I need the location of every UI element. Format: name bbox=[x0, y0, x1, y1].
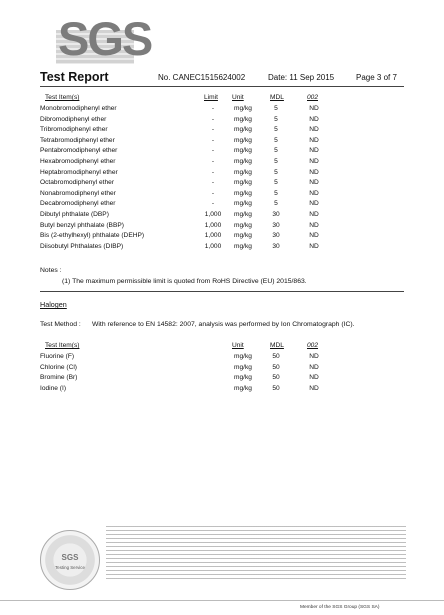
cell-unit: mg/kg bbox=[234, 189, 252, 197]
cell-mdl: 5 bbox=[274, 200, 278, 208]
cell-mdl: 50 bbox=[272, 353, 280, 360]
cell-mdl: 5 bbox=[274, 105, 278, 112]
cell-mdl: 5 bbox=[274, 168, 278, 176]
member-text: Member of the SGS Group (SGS SA) bbox=[300, 605, 380, 610]
cell-mdl: 30 bbox=[272, 211, 280, 218]
report-date: Date: 11 Sep 2015 bbox=[268, 73, 335, 82]
col-header-item: Test Item(s) bbox=[45, 94, 80, 101]
cell-mdl: 50 bbox=[272, 363, 280, 371]
cell-limit: - bbox=[211, 158, 215, 165]
cell-unit: mg/kg bbox=[234, 147, 252, 155]
cell-limit: - bbox=[211, 147, 215, 155]
cell-limit: 1,000 bbox=[204, 232, 222, 240]
cell-item: Nonabromodiphenyl ether bbox=[40, 189, 116, 197]
cell-item: Heptabromodiphenyl ether bbox=[40, 168, 118, 176]
cell-limit: - bbox=[211, 115, 215, 123]
cell-result: ND bbox=[309, 105, 319, 112]
cell-unit: mg/kg bbox=[234, 158, 252, 165]
cell-result: ND bbox=[309, 147, 319, 155]
cell-result: ND bbox=[309, 168, 319, 176]
cell-result: ND bbox=[309, 126, 319, 134]
cell-item: Chlorine (Cl) bbox=[40, 363, 78, 371]
cell-unit: mg/kg bbox=[234, 242, 252, 250]
cell-limit: - bbox=[211, 200, 215, 208]
cell-result: ND bbox=[309, 353, 319, 360]
sgs-stamp-icon bbox=[40, 530, 100, 590]
cell-unit: mg/kg bbox=[234, 115, 252, 123]
cell-result: ND bbox=[309, 384, 319, 392]
cell-result: ND bbox=[309, 179, 319, 187]
cell-limit: - bbox=[211, 126, 215, 134]
hal-col-header-mdl: MDL bbox=[270, 342, 284, 349]
cell-item: Diisobutyl Phthalates (DIBP) bbox=[40, 242, 124, 250]
cell-item: Tribromodiphenyl ether bbox=[40, 126, 108, 134]
cell-result: ND bbox=[309, 200, 319, 208]
cell-item: Octabromodiphenyl ether bbox=[40, 179, 115, 187]
cell-item: Dibromodiphenyl ether bbox=[40, 115, 107, 123]
cell-result: ND bbox=[309, 158, 319, 165]
cell-limit: 1,000 bbox=[204, 211, 222, 218]
cell-limit: - bbox=[211, 168, 215, 176]
cell-result: ND bbox=[309, 189, 319, 197]
cell-result: ND bbox=[309, 363, 319, 371]
footer bbox=[40, 522, 404, 600]
cell-unit: mg/kg bbox=[234, 374, 252, 382]
cell-unit: mg/kg bbox=[234, 211, 252, 218]
cell-mdl: 50 bbox=[272, 384, 280, 392]
cell-result: ND bbox=[309, 242, 319, 250]
hal-col-header-item: Test Item(s) bbox=[45, 342, 80, 349]
cell-mdl: 5 bbox=[274, 126, 278, 134]
cell-mdl: 5 bbox=[274, 136, 278, 144]
cell-mdl: 5 bbox=[274, 115, 278, 123]
cell-item: Butyl benzyl phthalate (BBP) bbox=[40, 221, 124, 229]
col-header-limit: Limit bbox=[204, 94, 218, 101]
cell-mdl: 30 bbox=[272, 221, 280, 229]
col-header-mdl: MDL bbox=[270, 94, 284, 101]
cell-unit: mg/kg bbox=[234, 179, 252, 187]
cell-unit: mg/kg bbox=[234, 363, 252, 371]
cell-item: Dibutyl phthalate (DBP) bbox=[40, 211, 109, 218]
cell-limit: - bbox=[211, 189, 215, 197]
cell-unit: mg/kg bbox=[234, 232, 252, 240]
cell-item: Tetrabromodiphenyl ether bbox=[40, 136, 115, 144]
cell-mdl: 5 bbox=[274, 147, 278, 155]
report-title: Test Report bbox=[40, 70, 109, 84]
report-number: No. CANEC1515624002 bbox=[158, 73, 246, 82]
cell-item: Hexabromodiphenyl ether bbox=[40, 158, 116, 165]
stamp-top-text: SGS bbox=[61, 553, 79, 562]
hal-col-header-unit: Unit bbox=[232, 342, 244, 349]
cell-mdl: 30 bbox=[272, 242, 280, 250]
cell-unit: mg/kg bbox=[234, 126, 252, 134]
cell-result: ND bbox=[309, 374, 319, 382]
halogen-title: Halogen bbox=[40, 300, 67, 309]
cell-unit: mg/kg bbox=[234, 384, 252, 392]
cell-mdl: 30 bbox=[272, 232, 280, 240]
cell-limit: 1,000 bbox=[204, 242, 222, 250]
cell-result: ND bbox=[309, 232, 319, 240]
hal-col-header-sample: 002 bbox=[307, 342, 319, 349]
header-rule bbox=[40, 86, 404, 87]
cell-unit: mg/kg bbox=[234, 136, 252, 144]
cell-unit: mg/kg bbox=[234, 105, 252, 112]
cell-mdl: 5 bbox=[274, 158, 278, 165]
cell-unit: mg/kg bbox=[234, 168, 252, 176]
footer-rule bbox=[0, 600, 444, 601]
sgs-logo bbox=[56, 12, 152, 65]
cell-mdl: 5 bbox=[274, 189, 278, 197]
cell-mdl: 5 bbox=[274, 179, 278, 187]
test-method-text: With reference to EN 14582: 2007, analysis was performed by Ion Chromatograph (IC). bbox=[92, 321, 355, 328]
cell-mdl: 50 bbox=[272, 374, 280, 382]
cell-unit: mg/kg bbox=[234, 353, 252, 360]
stamp-bottom-text: Testing Service bbox=[55, 565, 85, 570]
cell-item: Monobromodiphenyl ether bbox=[40, 105, 117, 112]
cell-item: Fluorine (F) bbox=[40, 353, 75, 360]
col-header-sample: 002 bbox=[307, 94, 319, 101]
cell-limit: 1,000 bbox=[204, 221, 222, 229]
test-method-label: Test Method : bbox=[40, 321, 81, 328]
cell-limit: - bbox=[211, 179, 215, 187]
logo-text: SGS bbox=[58, 12, 152, 65]
cell-item: Iodine (I) bbox=[40, 384, 67, 392]
legal-fineprint bbox=[106, 526, 406, 582]
cell-limit: - bbox=[211, 105, 215, 112]
cell-item: Decabromodiphenyl ether bbox=[40, 200, 116, 208]
cell-result: ND bbox=[309, 115, 319, 123]
cell-unit: mg/kg bbox=[234, 221, 252, 229]
cell-item: Pentabromodiphenyl ether bbox=[40, 147, 118, 155]
col-header-unit: Unit bbox=[232, 94, 244, 101]
cell-result: ND bbox=[309, 136, 319, 144]
cell-unit: mg/kg bbox=[234, 200, 252, 208]
notes-rule bbox=[40, 291, 404, 292]
cell-item: Bis (2-ethylhexyl) phthalate (DEHP) bbox=[40, 232, 145, 240]
page-number: Page 3 of 7 bbox=[356, 73, 397, 82]
notes-label: Notes : bbox=[40, 267, 62, 274]
cell-result: ND bbox=[309, 211, 319, 218]
cell-result: ND bbox=[309, 221, 319, 229]
cell-limit: - bbox=[211, 136, 215, 144]
note-item: (1) The maximum permissible limit is quoted from RoHS Directive (EU) 2015/863. bbox=[62, 278, 307, 285]
cell-item: Bromine (Br) bbox=[40, 374, 78, 382]
